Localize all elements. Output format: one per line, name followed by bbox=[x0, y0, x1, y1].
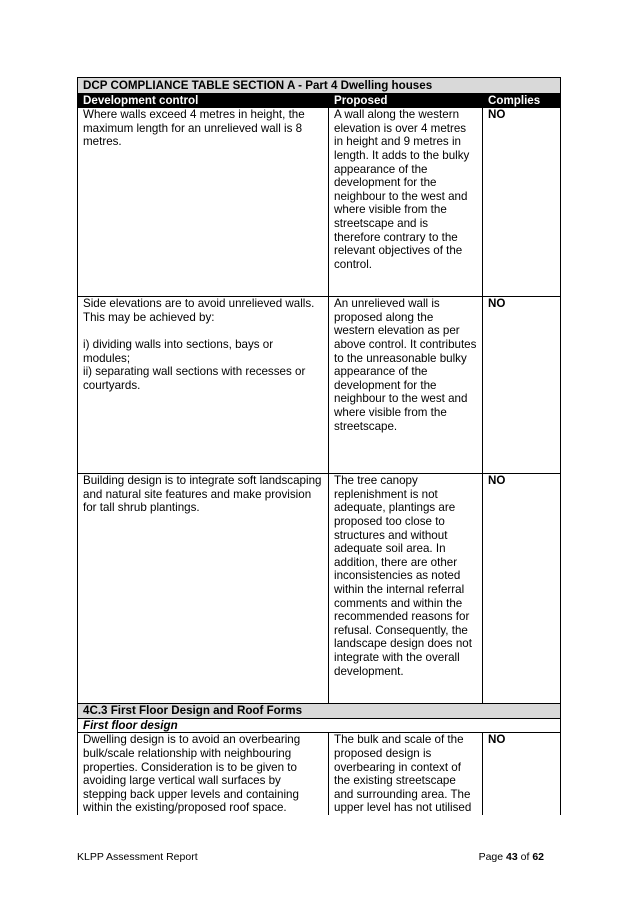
control-list-item: i) dividing walls into sections, bays or modules; bbox=[83, 337, 274, 365]
table-title: DCP COMPLIANCE TABLE SECTION A - Part 4 Dwelling houses bbox=[78, 78, 561, 94]
page-current: 43 bbox=[506, 851, 518, 863]
page-prefix: Page bbox=[478, 851, 507, 863]
section-heading-row bbox=[78, 704, 561, 719]
complies-cell: NO bbox=[483, 474, 561, 704]
section-heading: 4C.3 First Floor Design and Roof Forms bbox=[78, 704, 561, 719]
table-row bbox=[78, 733, 561, 816]
control-cell bbox=[78, 297, 329, 474]
proposed-cell: A wall along the western elevation is over 4 metres in height and 9 metres in length. It adds to the bulky appearance of the development for the neighbour to the west and where visible from the streetscape and is therefore contrary to the relevant objectives of the control. bbox=[329, 108, 483, 297]
subheading-row bbox=[78, 718, 561, 733]
table-row bbox=[78, 474, 561, 704]
proposed-cell: The tree canopy replenishment is not adequate, plantings are proposed too close to structures and without adequate soil area. In addition, there are other inconsistencies as noted within the internal referral comments and within the recommended reasons for refusal. Consequently, the landscape design does not integrate with the overall development. bbox=[329, 474, 483, 704]
proposed-cell: An unrelieved wall is proposed along the western elevation as per above control. It contributes to the unreasonable bulky appearance of the development for the neighbour to the west and where visible from the streetscape. bbox=[329, 297, 483, 474]
page-of: of bbox=[517, 851, 533, 863]
control-cell: Building design is to integrate soft landscaping and natural site features and make provision for tall shrub plantings. bbox=[78, 474, 329, 704]
table-row bbox=[78, 297, 561, 474]
control-list-item: ii) separating wall sections with recesses or courtyards. bbox=[83, 365, 306, 392]
control-cell: Where walls exceed 4 metres in height, the maximum length for an unrelieved wall is 8 metres. bbox=[78, 108, 329, 297]
table-header-row bbox=[78, 93, 561, 108]
table-title-row bbox=[78, 78, 561, 94]
footer-report-name: KLPP Assessment Report bbox=[77, 851, 198, 863]
control-cell: Dwelling design is to avoid an overbearing bulk/scale relationship with neighbouring properties. Consideration is to be given to avoiding large vertical wall surfaces by stepping back upper levels and containing within the existing/proposed roof space. bbox=[78, 733, 329, 816]
proposed-cell: The bulk and scale of the proposed design is overbearing in context of the existing streetscape and surrounding area. The upper level has not utilised bbox=[329, 733, 483, 816]
header-proposed: Proposed bbox=[329, 93, 483, 108]
subheading: First floor design bbox=[78, 718, 561, 733]
complies-cell: NO bbox=[483, 108, 561, 297]
dcp-compliance-table bbox=[77, 77, 561, 815]
table-row bbox=[78, 108, 561, 297]
header-development-control: Development control bbox=[78, 93, 329, 108]
complies-cell: NO bbox=[483, 733, 561, 816]
page-total: 62 bbox=[532, 851, 544, 863]
control-intro: Side elevations are to avoid unrelieved walls. This may be achieved by: bbox=[83, 297, 315, 324]
complies-cell: NO bbox=[483, 297, 561, 474]
header-complies: Complies bbox=[483, 93, 561, 108]
footer-page-number bbox=[479, 851, 544, 863]
